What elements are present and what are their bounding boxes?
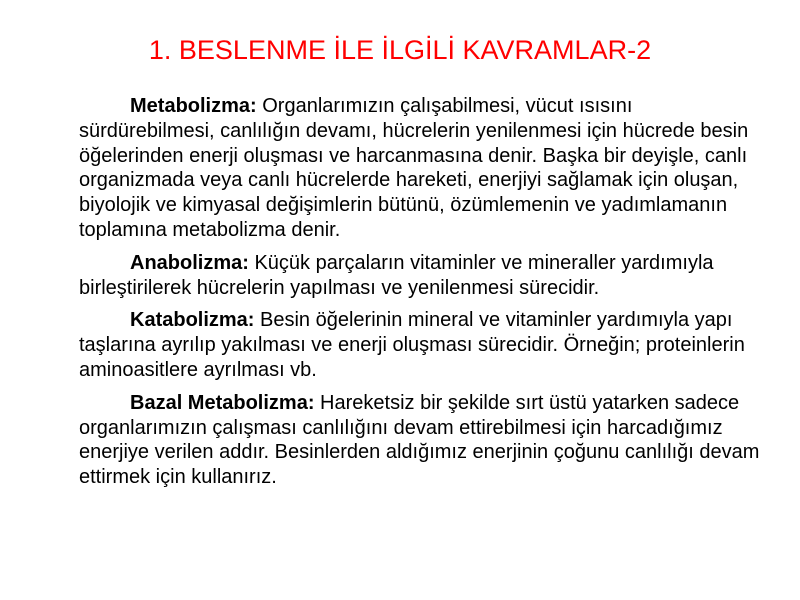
term-metabolizma: Metabolizma: <box>130 95 257 117</box>
term-katabolizma: Katabolizma: <box>130 309 255 332</box>
definition-bazal-metabolizma: Hareketsiz bir şekilde sırt üstü yatarken sadece organlarımızın çalışması canlılığını devam ettirebilmesi için harcadığımız enerjiye verilen addır. Besinlerden aldığımız enerjinin çoğunu canlılığı devam ettirmek için kullanırız. <box>79 391 760 489</box>
paragraph-katabolizma <box>79 308 771 382</box>
term-bazal-metabolizma: Bazal Metabolizma: <box>130 391 315 414</box>
paragraph-anabolizma <box>79 251 771 301</box>
slide-title: 1. BESLENME İLE İLGİLİ KAVRAMLAR-2 <box>148 35 652 65</box>
term-anabolizma: Anabolizma: <box>130 251 249 274</box>
definition-anabolizma: Küçük parçaların vitaminler ve mineraller yardımıyla birleştirilerek hücrelerin yapılması ve yenilenmesi sürecidir. <box>79 251 714 299</box>
definition-katabolizma: Besin öğelerinin mineral ve vitaminler yardımıyla yapı taşlarına ayrılıp yakılması ve enerji oluşması sürecidir. Örneğin; proteinlerin aminoasitlere ayrılması vb. <box>79 309 745 381</box>
slide-body <box>79 94 771 498</box>
paragraph-bazal-metabolizma <box>79 391 771 490</box>
definition-metabolizma: Organlarımızın çalışabilmesi, vücut ısısını sürdürebilmesi, canlılığın devamı, hücrelerin yenilenmesi için hücrede besin öğelerinden enerji oluşması ve harcanmasına denir. Başka bir deyişle, canlı organizmada veya canlı hücrelerde hareketi, enerjiyi sağlamak için oluşan, biyolojik ve kimyasal değişimlerin bütünü, özümlemenin ve yadımlamanın toplamına metabolizma denir. <box>79 95 749 241</box>
paragraph-metabolizma <box>79 94 771 243</box>
